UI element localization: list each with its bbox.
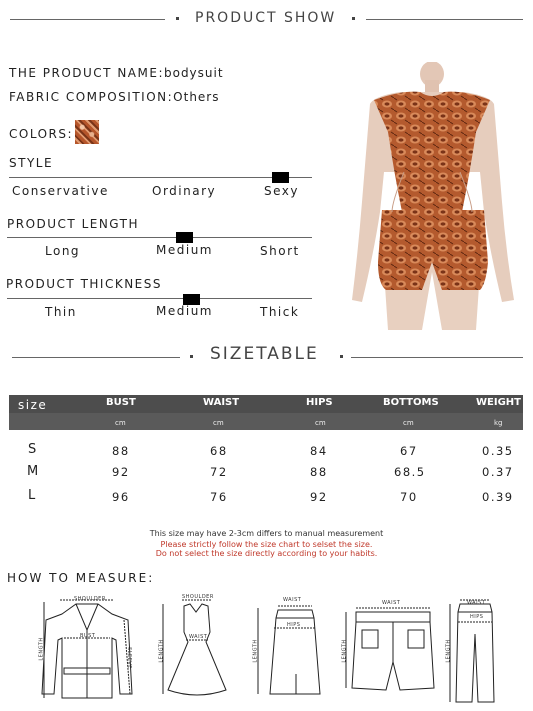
thickness-label: PRODUCT THICKNESS [6, 277, 162, 291]
col-header-bottoms: BOTTOMS [383, 397, 439, 408]
bottoms-m: 68.5 [394, 465, 426, 479]
style-label: STYLE [9, 156, 54, 170]
product-name-row [9, 66, 224, 80]
size-m: M [27, 464, 40, 479]
fabric-value: Others [173, 90, 220, 104]
size-note-1: This size may have 2-3cm differs to manual measurement [149, 529, 384, 538]
unit-bottoms: cm [403, 419, 414, 427]
pants-length-label: LENGTH [445, 639, 452, 663]
coat-length-label: LENGTH [38, 637, 45, 661]
skirt-diagram [258, 606, 320, 694]
thickness-option-thick: Thick [260, 305, 300, 319]
unit-hips: cm [315, 419, 326, 427]
dress-shoulder-label: SHOULDER [182, 594, 214, 600]
header-dot-left [176, 17, 179, 20]
bust-m: 92 [112, 465, 130, 479]
length-option-long: Long [45, 244, 81, 258]
col-header-size: size [18, 398, 48, 412]
dress-waist-label: WAIST [189, 634, 208, 640]
shorts-diagram [346, 608, 434, 690]
length-label: PRODUCT LENGTH [7, 217, 140, 231]
weight-m: 0.37 [482, 465, 514, 479]
hips-l: 92 [310, 490, 328, 504]
coat-bust-label: BUST [80, 633, 96, 639]
coat-sleeve-label: SLEEVE [125, 647, 132, 669]
skirt-waist-label: WAIST [283, 597, 302, 603]
sizetable-dot-left [190, 355, 193, 358]
coat-shoulder-label: SHOULDER [74, 596, 106, 602]
length-scale-line [7, 237, 312, 238]
pants-waist-label: WAIST [467, 600, 486, 606]
product-name-value: bodysuit [163, 66, 224, 80]
waist-m: 72 [210, 465, 228, 479]
col-header-waist: WAIST [203, 397, 240, 408]
skirt-hips-label: HIPS [287, 622, 301, 628]
weight-s: 0.35 [482, 444, 514, 458]
sizetable-rule-left [12, 357, 180, 358]
length-option-medium: Medium [156, 243, 213, 257]
sizetable-dot-right [340, 355, 343, 358]
color-swatch-snakeskin[interactable] [75, 120, 99, 144]
header-rule-left [10, 19, 165, 20]
page-title: PRODUCT SHOW [195, 10, 337, 26]
style-marker [272, 172, 289, 183]
product-image [352, 62, 520, 334]
coat-diagram [42, 600, 132, 698]
unit-waist: cm [213, 419, 224, 427]
size-s: S [28, 442, 38, 457]
waist-s: 68 [210, 444, 228, 458]
length-marker [176, 232, 193, 243]
hips-m: 88 [310, 465, 328, 479]
weight-l: 0.39 [482, 490, 514, 504]
bottoms-l: 70 [400, 490, 418, 504]
hips-s: 84 [310, 444, 328, 458]
bodysuit-shorts [378, 210, 488, 290]
size-note-3: Do not select the size directly according to your habits. [155, 549, 378, 558]
unit-bust: cm [115, 419, 126, 427]
header-rule-right [366, 19, 523, 20]
waist-l: 76 [210, 490, 228, 504]
bottoms-s: 67 [400, 444, 418, 458]
thickness-option-medium: Medium [156, 304, 213, 318]
thickness-scale-line [7, 298, 312, 299]
style-option-ordinary: Ordinary [152, 184, 217, 198]
colors-label: COLORS: [9, 127, 74, 141]
shorts-waist-label: WAIST [382, 600, 401, 606]
col-header-bust: BUST [106, 397, 136, 408]
shorts-length-label: LENGTH [341, 639, 348, 663]
skirt-length-label: LENGTH [252, 639, 259, 663]
col-header-weight: WEIGHT [476, 397, 521, 408]
dress-length-label: LENGTH [158, 639, 165, 663]
pants-hips-label: HIPS [470, 614, 484, 620]
bodysuit-top [374, 92, 490, 212]
sizetable-rule-right [351, 357, 523, 358]
style-option-sexy: Sexy [264, 184, 299, 198]
bust-l: 96 [112, 490, 130, 504]
style-option-conservative: Conservative [12, 184, 109, 198]
size-table-unit-row [9, 413, 523, 430]
fabric-row [9, 90, 220, 104]
header-dot-right [352, 17, 355, 20]
how-to-measure-title: HOW TO MEASURE: [7, 571, 155, 585]
col-header-hips: HIPS [306, 397, 333, 408]
size-note-2: Please strictly follow the size chart to selset the size. [160, 540, 373, 549]
style-scale-line [9, 177, 312, 178]
dress-diagram [163, 600, 226, 695]
size-l: L [28, 488, 37, 503]
bust-s: 88 [112, 444, 130, 458]
product-name-label: THE PRODUCT NAME: [9, 66, 164, 80]
fabric-label: FABRIC COMPOSITION: [9, 90, 174, 104]
unit-weight: kg [494, 419, 503, 427]
measure-diagrams [0, 590, 533, 711]
sizetable-title: SIZETABLE [210, 344, 319, 364]
thickness-option-thin: Thin [45, 305, 77, 319]
length-option-short: Short [260, 244, 300, 258]
